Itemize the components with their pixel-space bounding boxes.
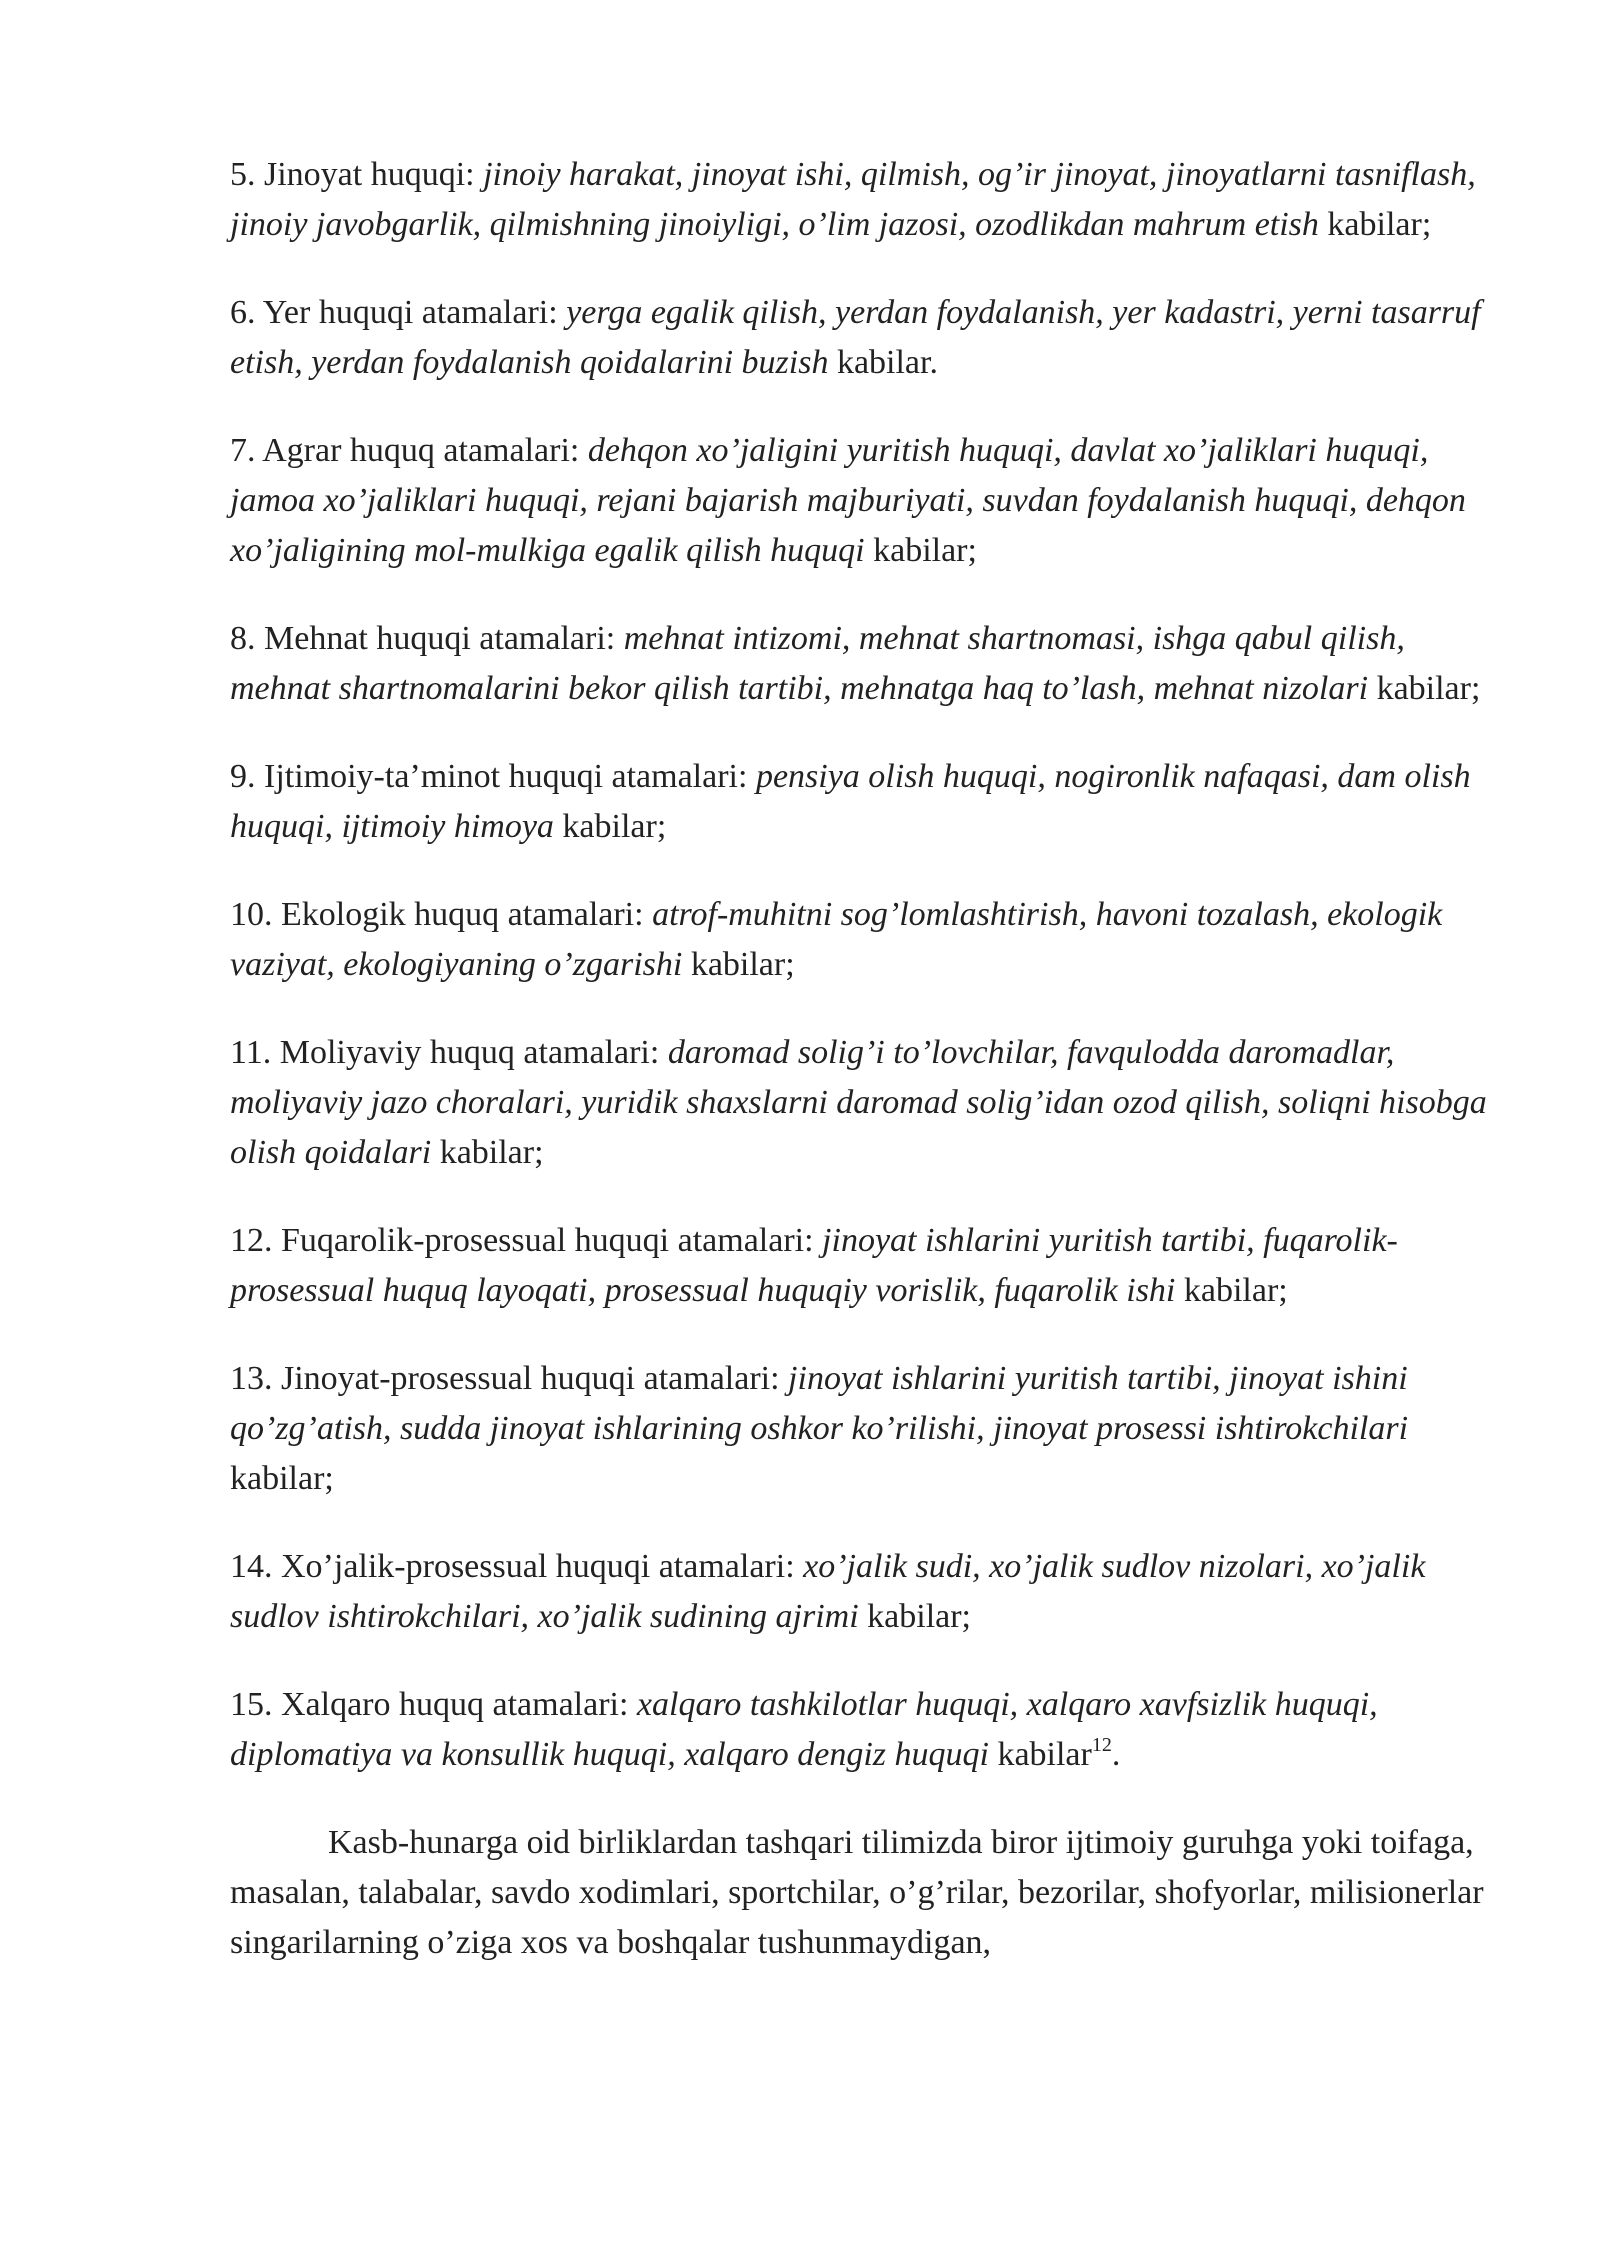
item-tail: kabilar; (562, 808, 667, 845)
item-heading: Agrar huquq atamalari: (262, 432, 580, 469)
item-number: 12. (230, 1222, 273, 1259)
list-item (230, 752, 1500, 852)
list-item (230, 614, 1500, 714)
item-terms: mehnat intizomi, mehnat shartnomasi, ishga qabul qilish, mehnat shartnomalarini bekor qilish tartibi, mehnatga haq to’lash, mehnat nizolari (230, 620, 1405, 707)
item-heading: Ekologik huquq atamalari: (281, 896, 644, 933)
item-number: 11. (230, 1034, 272, 1071)
item-number: 13. (230, 1360, 273, 1397)
closing-paragraph: Kasb-hunarga oid birliklardan tashqari tilimizda biror ijtimoiy guruhga yoki toifaga, masalan, talabalar, savdo xodimlari, sportchilar, o’g’rilar, bezorilar, shofyorlar, milisionerlar singarilarning o’ziga xos va boshqalar tushunmaydigan, (230, 1824, 1484, 1961)
item-tail: kabilar; (1376, 670, 1481, 707)
item-tail: kabilar. (836, 344, 938, 381)
item-terms: xalqaro tashkilotlar huquqi, xalqaro xavfsizlik huquqi, diplomatiya va konsullik huquqi, xalqaro dengiz huquqi (230, 1686, 1378, 1773)
item-tail: kabilar; (873, 532, 977, 569)
item-terms: pensiya olish huquqi, nogironlik nafaqasi, dam olish huquqi, ijtimoiy himoya (230, 758, 1471, 845)
item-tail: kabilar; (1183, 1272, 1288, 1309)
item-number: 9. (230, 758, 256, 795)
item-terms: jinoyat ishlarini yuritish tartibi, jinoyat ishini qo’zg’atish, sudda jinoyat ishlarining oshkor ko’rilishi, jinoyat prosessi ishtirokchilari (230, 1360, 1409, 1447)
item-number: 15. (230, 1686, 273, 1723)
list-item (230, 288, 1500, 388)
item-number: 6. (230, 294, 256, 331)
item-heading: Xo’jalik-prosessual huquqi atamalari: (281, 1548, 795, 1585)
item-terms: xo’jalik sudi, xo’jalik sudlov nizolari, xo’jalik sudlov ishtirokchilari, xo’jalik sudining ajrimi (230, 1548, 1426, 1635)
item-tail: kabilar; (439, 1134, 544, 1171)
item-heading: Jinoyat-prosessual huquqi atamalari: (281, 1360, 780, 1397)
item-heading: Xalqaro huquq atamalari: (281, 1686, 629, 1723)
item-terms: jinoiy harakat, jinoyat ishi, qilmish, og’ir jinoyat, jinoyatlarni tasniflash, jinoiy javobgarlik, qilmishning jinoiyligi, o’lim jazosi, ozodlikdan mahrum etish (230, 156, 1476, 243)
list-item (230, 1542, 1500, 1642)
item-number: 5. (230, 156, 256, 193)
list-item (230, 426, 1500, 576)
list-item (230, 150, 1500, 250)
item-terms: atrof-muhitni sog’lomlashtirish, havoni tozalash, ekologik vaziyat, ekologiyaning o’zgarishi (230, 896, 1443, 983)
item-tail: kabilar; (867, 1598, 971, 1635)
item-number: 7. (230, 432, 256, 469)
item-tail: kabilar; (230, 1460, 334, 1497)
item-heading: Moliyaviy huquq atamalari: (279, 1034, 660, 1071)
document-page (230, 150, 1500, 1968)
item-number: 8. (230, 620, 256, 657)
item-tail: kabilar; (1327, 206, 1432, 243)
item-tail: kabilar; (690, 946, 795, 983)
list-item (230, 890, 1500, 990)
list-item (230, 1216, 1500, 1316)
footnote-marker[interactable]: 12 (1091, 1734, 1112, 1756)
item-terms: yerga egalik qilish, yerdan foydalanish, yer kadastri, yerni tasarruf etish, yerdan foydalanish qoidalarini buzish (230, 294, 1481, 381)
item-terms: dehqon xo’jaligini yuritish huquqi, davlat xo’jaliklari huquqi, jamoa xo’jaliklari huquqi, rejani bajarish majburiyati, suvdan foydalanish huquqi, dehqon xo’jaligining mol-mulkiga egalik qilish huquqi (230, 432, 1466, 569)
item-terms: daromad solig’i to’lovchilar, favqulodda daromadlar, moliyaviy jazo choralari, yuridik shaxslarni daromad solig’idan ozod qilish, soliqni hisobga olish qoidalari (230, 1034, 1487, 1171)
item-number: 14. (230, 1548, 273, 1585)
item-heading: Mehnat huquqi atamalari: (264, 620, 616, 657)
item-terms: jinoyat ishlarini yuritish tartibi, fuqarolik-prosessual huquq layoqati, prosessual huquqiy vorislik, fuqarolik ishi (230, 1222, 1398, 1309)
item-end-punctuation: . (1111, 1736, 1121, 1773)
list-item (230, 1028, 1500, 1178)
item-heading: Ijtimoiy-ta’minot huquqi atamalari: (264, 758, 748, 795)
item-heading: Fuqarolik-prosessual huquqi atamalari: (281, 1222, 814, 1259)
item-number: 10. (230, 896, 273, 933)
list-item (230, 1680, 1500, 1780)
item-heading: Jinoyat huquqi: (264, 156, 475, 193)
item-heading: Yer huquqi atamalari: (262, 294, 558, 331)
list-item (230, 1354, 1500, 1504)
item-tail: kabilar (997, 1736, 1092, 1773)
